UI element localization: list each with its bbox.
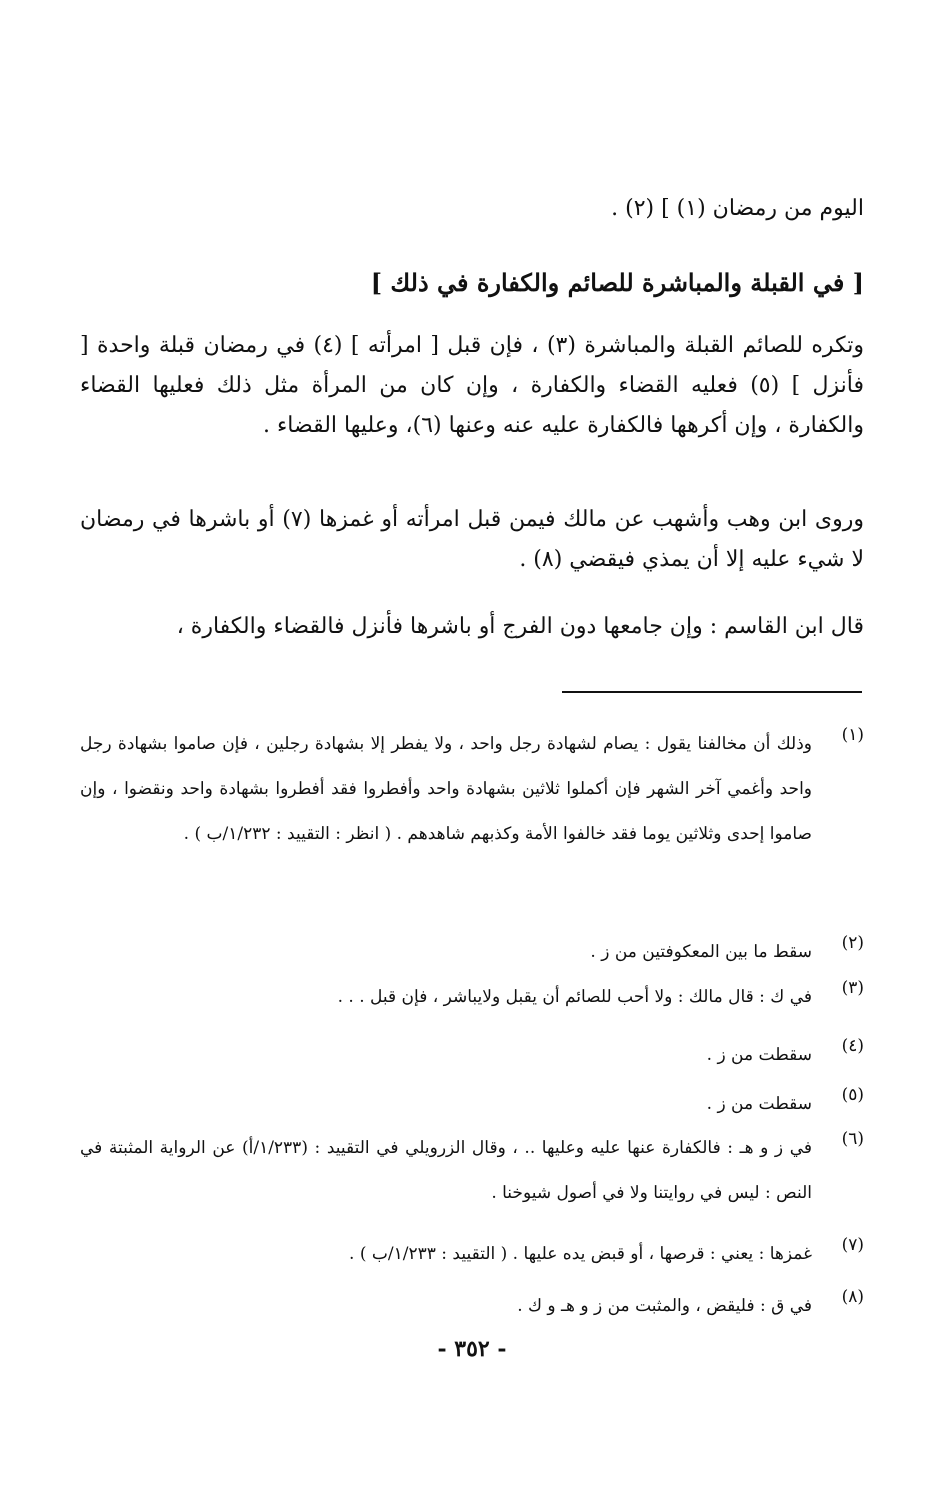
footnote-8 bbox=[80, 1284, 864, 1329]
paragraph-2: وروى ابن وهب وأشهب عن مالك فيمن قبل امرأته أو غمزها (٧) أو باشرها في رمضان لا شيء عليه إلا أن يمذي فيقضي (٨) . bbox=[80, 507, 864, 572]
footnote-text: سقطت من ز . bbox=[706, 1045, 812, 1065]
footnote-text: سقط ما بين المعكوفتين من ز . bbox=[590, 942, 812, 962]
paragraph-1: وتكره للصائم القبلة والمباشرة (٣) ، فإن قبل [ امرأته ] (٤) في رمضان قبلة واحدة [ فأنزل ] (٥) فعليه القضاء والكفارة ، وإن كان من المرأة مثل ذلك فعليها القضاء والكفارة ، وإن أكرهها فالكفارة عليه عنه وعنها (٦)، وعليها القضاء . bbox=[80, 333, 864, 438]
footnote-6 bbox=[80, 1126, 864, 1216]
footnote-number: (٢) bbox=[841, 933, 864, 953]
footnote-text: غمزها : يعني : قرصها ، أو قبض يده عليها . ( التقييد : ١/٢٣٣/ب ) . bbox=[349, 1244, 812, 1264]
opening-line: اليوم من رمضان (١) ] (٢) . bbox=[611, 196, 864, 221]
footnote-number: (٨) bbox=[841, 1287, 864, 1307]
footnote-2 bbox=[80, 930, 864, 975]
footnote-text: في ك : قال مالك : ولا أحب للصائم أن يقبل ولايباشر ، فإن قبل . . . bbox=[337, 987, 812, 1007]
footnote-text: في ق : فليقض ، والمثبت من ز و هـ و ك . bbox=[517, 1296, 812, 1316]
footnote-7 bbox=[80, 1232, 864, 1277]
footnote-5 bbox=[80, 1082, 864, 1127]
section-heading: [ في القبلة والمباشرة للصائم والكفارة في ذلك ] bbox=[370, 268, 864, 297]
footnote-number: (٧) bbox=[841, 1235, 864, 1255]
paragraph-3: قال ابن القاسم : وإن جامعها دون الفرج أو باشرها فأنزل فالقضاء والكفارة ، bbox=[176, 614, 864, 639]
footnote-number: (٣) bbox=[841, 978, 864, 998]
footnote-text: سقطت من ز . bbox=[706, 1094, 812, 1114]
footnote-separator bbox=[562, 691, 862, 693]
footnote-1 bbox=[80, 722, 864, 857]
footnote-text: وذلك أن مخالفنا يقول : يصام لشهادة رجل واحد ، ولا يفطر إلا بشهادة رجلين ، فإن صاموا بشهادة رجل واحد وأغمي آخر الشهر فإن أكملوا ثلاثين بشهادة واحد وأفطروا فقد أفطروا بشهادة واحد ونقضوا ، وإن صاموا إحدى وثلاثين يوما فقد خالفوا الأمة وكذبهم شاهدهم . ( انظر : التقييد : ١/٢٣٢/ب ) . bbox=[80, 734, 812, 844]
footnote-4 bbox=[80, 1033, 864, 1078]
footnote-number: (١) bbox=[841, 725, 864, 745]
footnote-number: (٤) bbox=[841, 1036, 864, 1056]
footnote-number: (٦) bbox=[841, 1129, 864, 1149]
page-number: - ٣٥٢ - bbox=[437, 1336, 507, 1362]
footnote-text: في ز و هـ : فالكفارة عنها عليه وعليها .. ، وقال الزرويلي في التقييد : (١/٢٣٣/أ) عن الرواية المثبتة في النص : ليس في روايتنا ولا في أصول شيوخنا . bbox=[80, 1138, 812, 1203]
footnote-number: (٥) bbox=[841, 1085, 864, 1105]
footnote-3 bbox=[80, 975, 864, 1020]
